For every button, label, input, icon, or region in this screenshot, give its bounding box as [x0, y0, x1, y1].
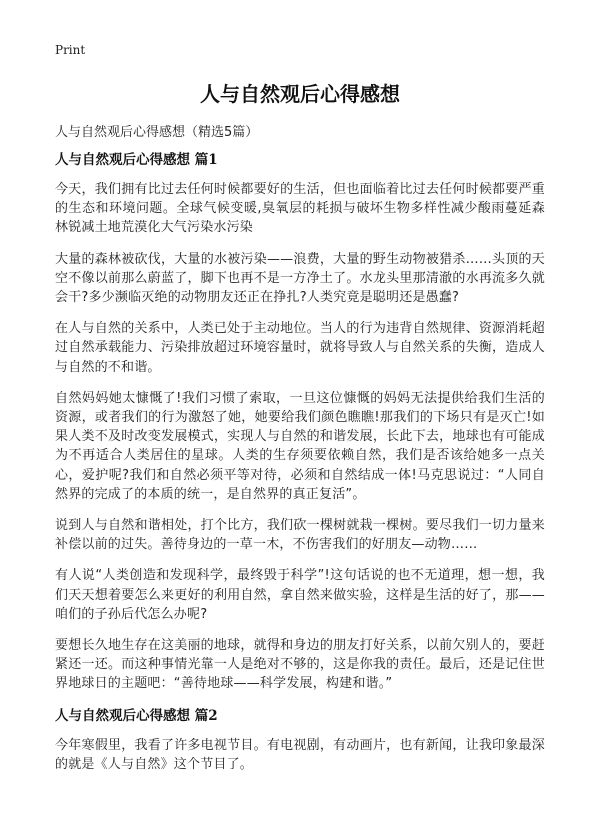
print-link[interactable]: Print [55, 43, 86, 57]
document-body [55, 150, 545, 786]
paragraph: 自然妈妈她太慷慨了!我们习惯了索取，一旦这位慷慨的妈妈无法提供给我们生活的资源，或者我们的行为激怒了她，她要给我们颜色瞧瞧!那我们的下场只有是灭亡!如果人类不及时改变发展模式，实现人与自然的和谐发展，长此下去，地球也有可能成为不再适合人类居住的星球。人类的生存须要依赖自然，我们是否该给她多一点关心，爱护呢?我们和自然必须平等对待，必须和自然结成一体!马克思说过：“人同自然界的完成了的本质的统一，是自然界的真正复活”。 [55, 390, 545, 502]
paragraph: 大量的森林被砍伐，大量的水被污染——浪费，大量的野生动物被猎杀……头顶的天空不像以前那么蔚蓝了，脚下也再不是一方净土了。水龙头里那清澈的水再流多久就会干?多少濒临灭绝的动物朋友还正在挣扎?人类究竟是聪明还是愚蠢? [55, 251, 545, 306]
paragraph: 今天，我们拥有比过去任何时候都要好的生活，但也面临着比过去任何时候都要严重的生态和环境问题。全球气候变暖,臭氧层的耗损与破坏生物多样性减少酸雨蔓延森林锐减土地荒漠化大气污染水污染 [55, 182, 545, 236]
paragraph: 在人与自然的关系中，人类已处于主动地位。当人的行为违背自然规律、资源消耗超过自然承载能力、污染排放超过环境容量时，就将导致人与自然关系的失衡，造成人与自然的不和谐。 [55, 321, 545, 375]
paragraph: 有人说“人类创造和发现科学，最终毁于科学”!这句话说的也不无道理，想一想，我们天天想着要怎么来更好的利用自然，拿自然来做实验，这样是生活的好了，那——咱们的子孙后代怎么办呢? [55, 568, 545, 622]
document-subtitle: 人与自然观后心得感想（精选5篇） [55, 125, 259, 140]
page-title: 人与自然观后心得感想 [200, 82, 400, 106]
paragraph: 要想长久地生存在这美丽的地球，就得和身边的朋友打好关系，以前欠别人的，要赶紧还一还。而这种事情光靠一人是绝对不够的，这是你我的责任。最后，还是记住世界地球日的主题吧：“善待地球——科学发展，构建和谐。” [55, 638, 545, 692]
section-heading-1: 人与自然观后心得感想 篇1 [55, 152, 218, 168]
section-heading-2: 人与自然观后心得感想 篇2 [55, 707, 218, 724]
paragraph: 说到人与自然和谐相处，打个比方，我们砍一棵树就栽一棵树。要尽我们一切力量来补偿以前的过失。善待身边的一草一木，不伤害我们的好朋友—动物…… [55, 518, 545, 553]
paragraph: 今年寒假里，我看了许多电视节目。有电视剧，有动画片，也有新闻，让我印象最深的就是《人与自然》这个节目了。 [55, 737, 545, 772]
